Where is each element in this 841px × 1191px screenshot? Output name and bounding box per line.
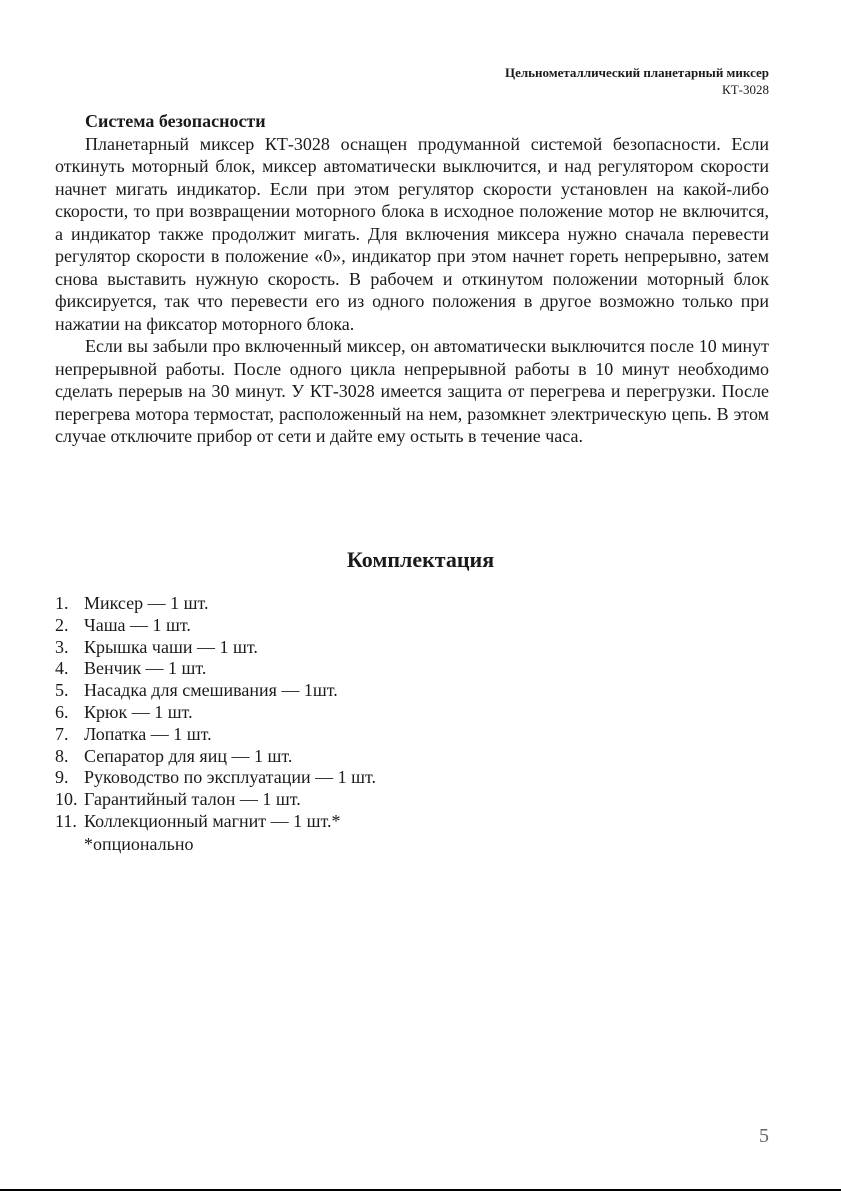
list-item [55, 702, 376, 724]
safety-section [55, 110, 769, 448]
list-item-number: 11. [55, 810, 77, 831]
safety-paragraph-1: Планетарный миксер КТ-3028 оснащен продуманной системой безопасности. Если откинуть моторный блок, миксер автоматически выключится, и над регулятором скорости начнет мигать индикатор. Если при этом регулятор скорости установлен на какой-либо скорости, то при возвращении моторного блока в исходное положение мотор не включится, а индикатор также продолжит мигать. Для включения миксера нужно сначала перевести регулятор скорости в положение «0», индикатор при этом начнет гореть непрерывно, затем снова выставить нужную скорость. В рабочем и откинутом положении моторный блок фиксируется, так что перевести его из одного положения в другое возможно только при нажатии на фиксатор моторного блока. [55, 133, 769, 334]
list-item-number: 9. [55, 767, 69, 788]
list-item-number: 1. [55, 593, 69, 613]
package-title: Комплектация [346, 547, 495, 572]
footnote-optional: *опционально [84, 834, 194, 854]
list-item-number: 7. [55, 723, 69, 744]
safety-paragraph-2: Если вы забыли про включенный миксер, он автоматически выключится после 10 минут непрерывной работы. После одного цикла непрерывной работы в 10 минут необходимо сделать перерыв на 30 минут. У КТ-3028 имеется защита от перегрева и перегрузки. После перегрева мотора термостат, расположенный на нем, разомкнет электрическую цепь. В этом случае отключите прибор от сети и дайте ему остыть в течение часа. [55, 336, 769, 446]
list-item-text: Насадка для смешивания — 1шт. [84, 680, 338, 701]
list-item-text: Чаша — 1 шт. [84, 614, 191, 635]
list-item-number: 2. [55, 614, 69, 635]
list-item [55, 637, 376, 659]
list-item-text: Руководство по эксплуатации — 1 шт. [84, 767, 376, 788]
list-item [55, 658, 376, 680]
list-item-number: 10. [55, 789, 78, 810]
package-list [55, 593, 376, 833]
list-item [55, 811, 376, 833]
safety-title: Система безопасности [85, 111, 266, 131]
list-item-number: 4. [55, 658, 69, 679]
list-item-text: Лопатка — 1 шт. [84, 723, 212, 744]
list-item [55, 767, 376, 789]
header-product-name: Цельнометаллический планетарный миксер [504, 65, 769, 80]
running-header [505, 64, 769, 98]
list-item [55, 746, 376, 768]
list-item-text: Венчик — 1 шт. [84, 658, 207, 679]
header-model: КТ-3028 [722, 82, 769, 97]
list-item [55, 593, 376, 615]
page-number: 5 [759, 1125, 769, 1147]
list-item [55, 724, 376, 746]
list-item-text: Сепаратор для яиц — 1 шт. [84, 745, 293, 766]
list-item-text: Коллекционный магнит — 1 шт.* [84, 810, 341, 831]
list-item [55, 615, 376, 637]
list-item-text: Миксер — 1 шт. [84, 593, 209, 613]
list-item-text: Крюк — 1 шт. [84, 701, 193, 722]
list-item-number: 6. [55, 701, 69, 722]
list-item-number: 8. [55, 745, 69, 766]
list-item-text: Гарантийный талон — 1 шт. [84, 789, 301, 810]
list-item [55, 789, 376, 811]
list-item-number: 3. [55, 636, 69, 657]
list-item [55, 680, 376, 702]
list-item-text: Крышка чаши — 1 шт. [84, 636, 258, 657]
list-item-number: 5. [55, 680, 69, 701]
